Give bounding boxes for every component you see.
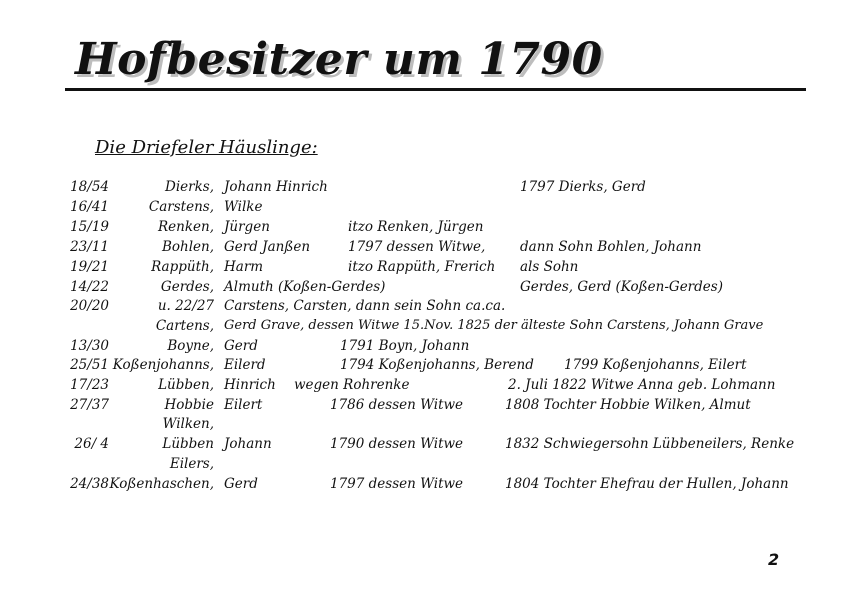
entry-number: 18/54 bbox=[70, 179, 109, 195]
entry-number: 13/30 bbox=[70, 338, 109, 354]
entry-note: 1790 dessen Witwe bbox=[330, 436, 464, 452]
entry-forename: Almuth (Koßen-Gerdes) bbox=[224, 279, 386, 295]
entry-successor: als Sohn bbox=[520, 259, 579, 275]
entry-number: 27/37 bbox=[70, 397, 109, 413]
entry-surname: Gerdes, bbox=[160, 279, 214, 295]
entry-surname: Cartens, bbox=[155, 318, 214, 334]
entry-surname: Eilers, bbox=[169, 456, 214, 472]
entry-surname: Bohlen, bbox=[161, 239, 214, 255]
entry-note: 1797 dessen Witwe, bbox=[348, 239, 486, 255]
entry-successor: 2. Juli 1822 Witwe Anna geb. Lohmann bbox=[508, 377, 776, 393]
entry-surname: Koßenjohanns, bbox=[112, 357, 214, 373]
entry-surname: Lübben bbox=[162, 436, 214, 452]
section-subtitle: Die Driefeler Häuslinge: bbox=[95, 137, 318, 158]
entry-surname: Carstens, bbox=[148, 199, 214, 215]
entry-note: itzo Renken, Jürgen bbox=[348, 219, 484, 235]
entry-number: 23/11 bbox=[70, 239, 109, 255]
entry-forename: Johann bbox=[224, 436, 272, 452]
page-number: 2 bbox=[768, 550, 780, 569]
entry-forename: Wilke bbox=[224, 199, 263, 215]
entry-forename: Eilerd bbox=[224, 357, 266, 373]
entry-forename: Harm bbox=[224, 259, 264, 275]
entry-surname: Boyne, bbox=[167, 338, 214, 354]
entry-note: itzo Rappüth, Frerich bbox=[348, 259, 496, 275]
entry-forename: Gerd Grave, dessen Witwe 15.Nov. 1825 der älteste Sohn Carstens, Johann Grave bbox=[224, 318, 764, 333]
entry-note: wegen Rohrenke bbox=[294, 377, 410, 393]
entry-note: 1791 Boyn, Johann bbox=[340, 338, 470, 354]
entry-successor: dann Sohn Bohlen, Johann bbox=[520, 239, 702, 255]
entry-forename: Gerd bbox=[224, 476, 258, 492]
entry-forename: Johann Hinrich bbox=[224, 179, 328, 195]
entry-surname: Renken, bbox=[157, 219, 214, 235]
entry-number: 14/22 bbox=[70, 279, 109, 295]
entry-number: 17/23 bbox=[70, 377, 109, 393]
page-title: Hofbesitzer um 1790 bbox=[75, 34, 603, 85]
entry-note: 1794 Koßenjohanns, Berend bbox=[340, 357, 534, 373]
entry-number: 24/38 bbox=[70, 476, 109, 492]
entry-note: 1786 dessen Witwe bbox=[330, 397, 464, 413]
entry-forename: Gerd Janßen bbox=[224, 239, 311, 255]
entry-number: 25/51 bbox=[70, 357, 109, 373]
entry-forename: Gerd bbox=[224, 338, 258, 354]
entry-surname: Lübben, bbox=[158, 377, 214, 393]
entry-number: 15/19 bbox=[70, 219, 109, 235]
entry-surname: u. 22/27 bbox=[157, 298, 214, 314]
entry-number: 20/20 bbox=[70, 298, 109, 314]
entry-number: 16/41 bbox=[70, 199, 109, 215]
entry-surname: Dierks, bbox=[165, 179, 214, 195]
entry-successor: Gerdes, Gerd (Koßen-Gerdes) bbox=[520, 279, 723, 295]
entry-surname: Hobbie bbox=[164, 397, 214, 413]
entry-note: 1797 dessen Witwe bbox=[330, 476, 464, 492]
entry-number: 19/21 bbox=[70, 259, 109, 275]
entry-surname: Rappüth, bbox=[151, 259, 214, 275]
entry-forename: Jürgen bbox=[224, 219, 270, 235]
entry-surname: Wilken, bbox=[162, 416, 214, 432]
entry-successor: 1797 Dierks, Gerd bbox=[520, 179, 646, 195]
entry-forename: Eilert bbox=[224, 397, 263, 413]
entry-successor: 1799 Koßenjohanns, Eilert bbox=[564, 357, 747, 373]
entry-surname: Koßenhaschen, bbox=[109, 476, 214, 492]
entry-forename: Hinrich bbox=[224, 377, 276, 393]
entry-forename: Carstens, Carsten, dann sein Sohn ca.ca. bbox=[224, 298, 506, 314]
entry-successor: 1804 Tochter Ehefrau der Hullen, Johann bbox=[505, 476, 789, 492]
entry-number: 26/ 4 bbox=[74, 436, 109, 452]
entry-successor: 1808 Tochter Hobbie Wilken, Almut bbox=[505, 397, 751, 413]
entry-successor: 1832 Schwiegersohn Lübbeneilers, Renke bbox=[505, 436, 795, 452]
